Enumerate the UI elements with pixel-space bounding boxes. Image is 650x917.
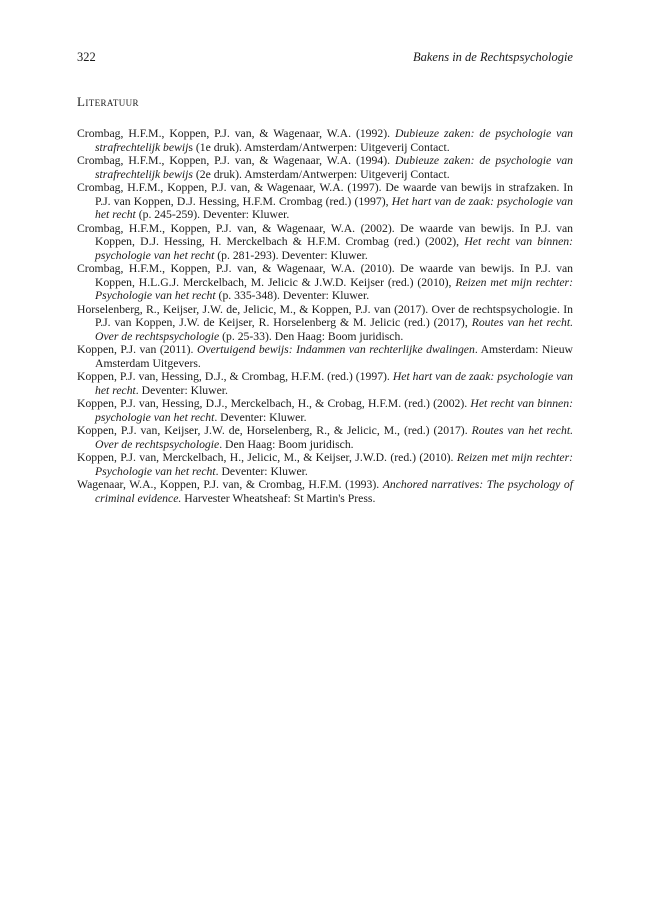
reference-title: Het recht van binnen: psychologie van het recht bbox=[95, 397, 573, 424]
reference-text: Horselenberg, R., Keijser, J.W. de, Jelicic, M., & Koppen, P.J. van (2017). Over de rechtspsychologie. In P.J. van Koppen, J.W. de Keijser, R. Horselenberg & M. Jelicic (red.) (2017), bbox=[77, 302, 573, 329]
reference-entry bbox=[77, 262, 573, 303]
running-title: Bakens in de Rechtspsychologie bbox=[412, 50, 573, 64]
reference-text: (p. 25-33). Den Haag: Boom juridisch. bbox=[219, 329, 404, 343]
reference-entry bbox=[77, 451, 573, 478]
reference-text: (p. 335-348). Deventer: Kluwer. bbox=[215, 289, 370, 302]
reference-entry bbox=[77, 303, 573, 344]
reference-text: . Amsterdam: Nieuw Amsterdam Uitgevers. bbox=[95, 343, 573, 370]
reference-text: Koppen, P.J. van (2011). bbox=[77, 343, 197, 356]
reference-entry bbox=[77, 370, 573, 397]
reference-text: . Den Haag: Boom juridisch. bbox=[219, 437, 354, 451]
reference-text: Harvester Wheatsheaf: St Martin's Press. bbox=[181, 491, 376, 505]
reference-entry bbox=[77, 127, 573, 154]
reference-title: Overtuigend bewijs: Indammen van rechterlijke dwalingen bbox=[196, 343, 475, 356]
reference-entry bbox=[77, 343, 573, 370]
reference-entry bbox=[77, 478, 573, 505]
reference-text: . Deventer: Kluwer. bbox=[214, 410, 307, 424]
reference-text: Wagenaar, W.A., Koppen, P.J. van, & Crombag, H.F.M. (1993). bbox=[77, 478, 383, 491]
reference-text: . Deventer: Kluwer. bbox=[215, 464, 308, 478]
reference-title: Reizen met mijn rechter: Psychologie van het recht bbox=[95, 275, 574, 302]
reference-text: Koppen, P.J. van, Hessing, D.J., Merckelbach, H., & Crobag, H.F.M. (red.) (2002). bbox=[77, 397, 471, 410]
reference-title: Het hart van de zaak: psychologie van het recht bbox=[95, 194, 573, 221]
reference-text: s (1e druk). Amsterdam/Antwerpen: Uitgeverij Contact. bbox=[188, 140, 450, 154]
reference-title: Reizen met mijn rechter: Psychologie van het recht bbox=[95, 451, 574, 478]
reference-text: (2e druk). Amsterdam/Antwerpen: Uitgeverij Contact. bbox=[192, 167, 450, 181]
reference-title: Routes van het recht. Over de rechtspsychologie bbox=[95, 316, 573, 343]
reference-text: (p. 281-293). Deventer: Kluwer. bbox=[214, 248, 368, 262]
reference-text: Crombag, H.F.M., Koppen, P.J. van, & Wagenaar, W.A. (2002). De waarde van bewijs. In P.J. van Koppen, D.J. Hessing, H. Merckelbach & H.F.M. Crombag (red.) (2002), bbox=[77, 221, 573, 248]
reference-text: Crombag, H.F.M., Koppen, P.J. van, & Wagenaar, W.A. (2010). De waarde van bewijs. In P.J. van Koppen, H.L.G.J. Merckelbach, M. Jelicic & J.W.D. Keijser (red.) (2010), bbox=[77, 262, 573, 289]
reference-title: Het hart van de zaak: psychologie van het recht bbox=[95, 370, 573, 397]
section-heading: Literatuur bbox=[77, 94, 139, 109]
reference-title: Routes van het recht. Over de rechtspsychologie bbox=[95, 424, 573, 451]
reference-entry bbox=[77, 154, 573, 181]
reference-title: Anchored narratives: The psychology of criminal evidence. bbox=[95, 478, 573, 505]
reference-text: Koppen, P.J. van, Keijser, J.W. de, Horselenberg, R., & Jelicic, M., (red.) (2017). bbox=[77, 424, 472, 437]
page-number: 322 bbox=[77, 50, 96, 64]
reference-text: . Deventer: Kluwer. bbox=[135, 383, 228, 397]
reference-entry bbox=[77, 222, 573, 263]
reference-title: Dubieuze zaken: de psychologie van strafrechtelijk bewij bbox=[95, 127, 574, 154]
reference-entry bbox=[77, 424, 573, 451]
page-header bbox=[77, 50, 573, 65]
reference-title: Het recht van binnen: psychologie van het recht bbox=[95, 235, 573, 262]
reference-text: (p. 245-259). Deventer: Kluwer. bbox=[135, 208, 290, 221]
reference-entry bbox=[77, 397, 573, 424]
reference-text: Koppen, P.J. van, Hessing, D.J., & Crombag, H.F.M. (red.) (1997). bbox=[77, 370, 393, 383]
reference-text: Crombag, H.F.M., Koppen, P.J. van, & Wagenaar, W.A. (1992). bbox=[77, 127, 395, 140]
reference-entry bbox=[77, 181, 573, 222]
reference-list bbox=[77, 127, 573, 505]
reference-title: Dubieuze zaken: de psychologie van strafrechtelijk bewijs bbox=[95, 154, 574, 181]
reference-text: Crombag, H.F.M., Koppen, P.J. van, & Wagenaar, W.A. (1997). De waarde van bewijs in strafzaken. In P.J. van Koppen, D.J. Hessing, H.F.M. Crombag (red.) (1997), bbox=[77, 181, 573, 208]
reference-text: Crombag, H.F.M., Koppen, P.J. van, & Wagenaar, W.A. (1994). bbox=[77, 154, 395, 167]
reference-text: Koppen, P.J. van, Merckelbach, H., Jelicic, M., & Keijser, J.W.D. (red.) (2010). bbox=[77, 451, 457, 464]
